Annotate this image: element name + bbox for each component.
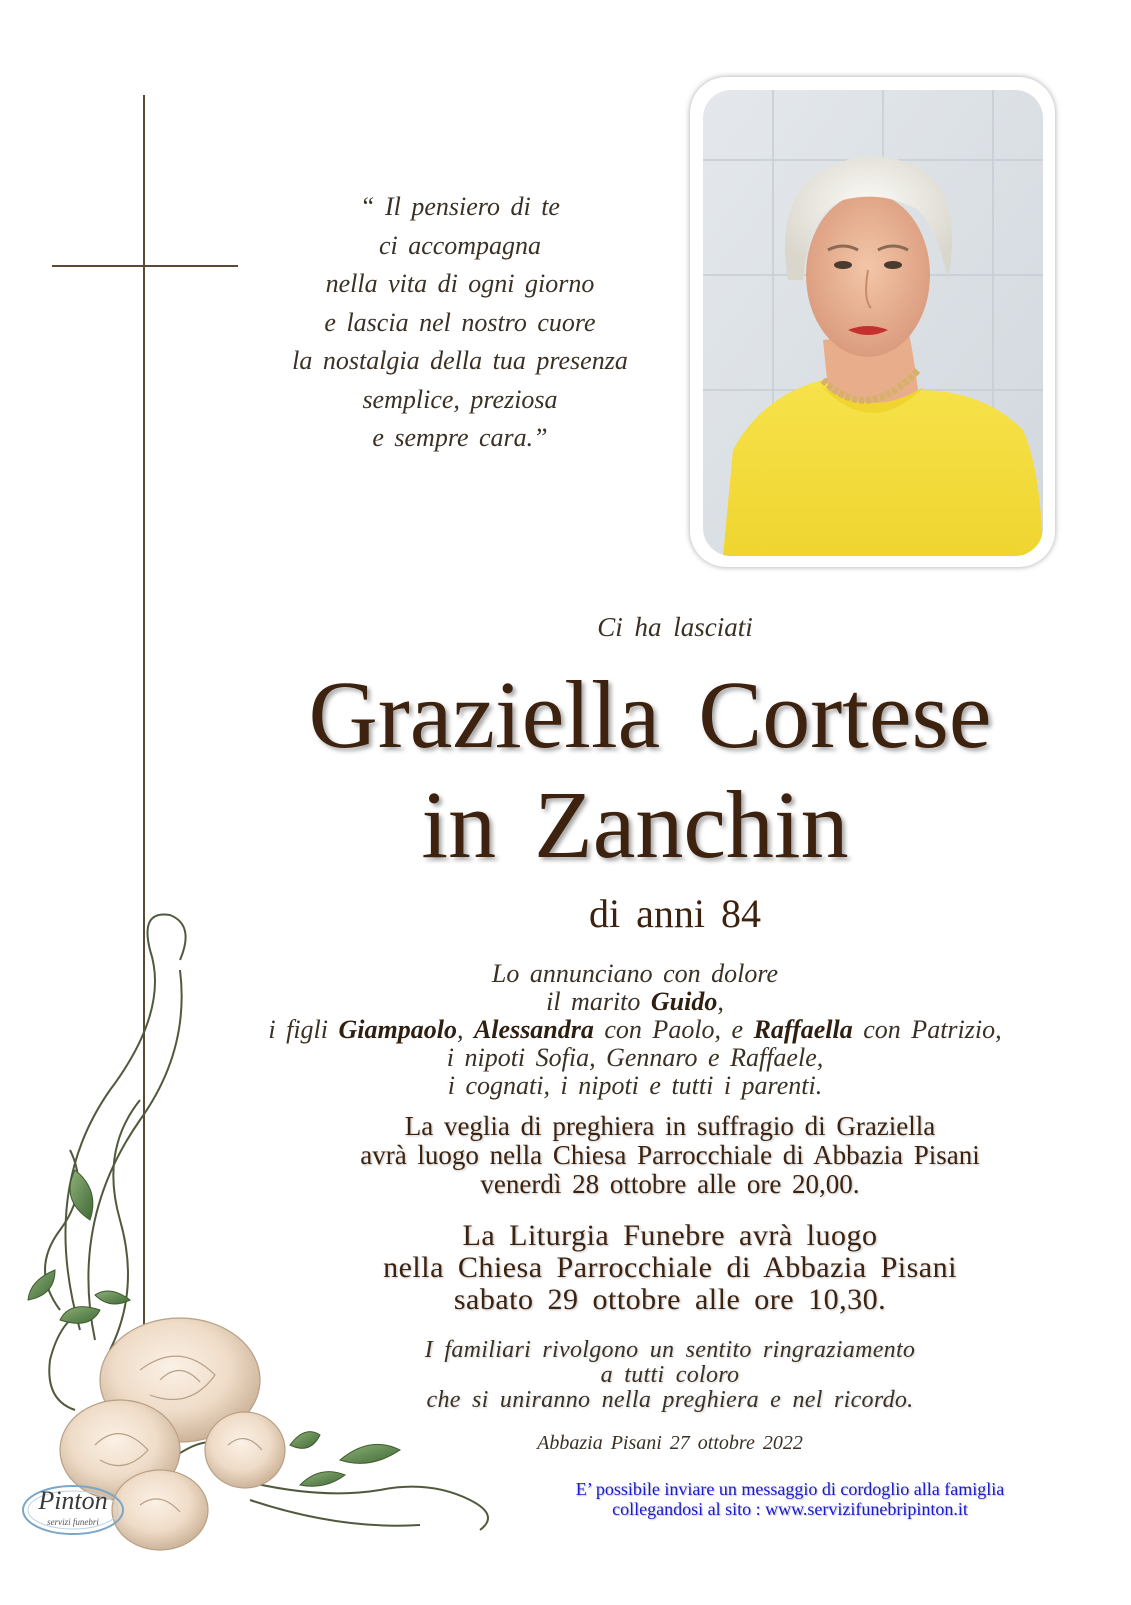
text: , (456, 1015, 474, 1044)
text: con Paolo, e (593, 1015, 754, 1044)
vigil-line: venerdì 28 ottobre alle ore 20,00. (480, 1169, 860, 1199)
quote-line: e lascia nel nostro cuore (324, 307, 596, 337)
child-name: Alessandra (473, 1015, 594, 1044)
quote-line: nella vita di ogni giorno (325, 269, 595, 298)
announce-line: i cognati, i nipoti e tutti i parenti. (447, 1071, 823, 1100)
logo-subtitle: servizi funebri (47, 1517, 99, 1527)
intro-text: Ci ha lasciati (597, 612, 753, 642)
deceased-married-name: in Zanchin (421, 771, 849, 878)
announce-line: Lo annunciano con dolore (491, 959, 779, 988)
portrait-photo (703, 90, 1043, 556)
funeral-line: La Liturgia Funebre avrà luogo (462, 1219, 878, 1252)
logo-name: Pinton (38, 1486, 108, 1515)
memorial-quote (235, 188, 685, 458)
cross-horizontal (52, 265, 238, 267)
quote-line: semplice, preziosa (362, 384, 558, 414)
text: i figli (268, 1015, 339, 1044)
quote-line: ci accompagna (378, 230, 542, 260)
child-name: Giampaolo (338, 1015, 457, 1044)
funeral-line: nella Chiesa Parrocchiale di Abbazia Pisani (383, 1251, 957, 1284)
place-date: Abbazia Pisani 27 ottobre 2022 (537, 1432, 803, 1454)
condolence-notice (470, 1479, 1110, 1519)
thanks-line: I familiari rivolgono un sentito ringraziamento (424, 1337, 916, 1363)
child-name: Raffaella (753, 1015, 853, 1044)
thanks-line: che si uniranno nella preghiera e nel ricordo. (426, 1387, 914, 1413)
text: con Patrizio, (852, 1015, 1002, 1044)
vigil-line: La veglia di preghiera in suffragio di Graziella (404, 1111, 936, 1141)
deceased-name: Graziella Cortese (308, 661, 992, 768)
text: , (717, 987, 724, 1016)
funeral-line: sabato 29 ottobre alle ore 10,30. (453, 1283, 887, 1316)
thanks-line: a tutti coloro (600, 1362, 740, 1388)
quote-line: e sempre cara.” (372, 423, 548, 452)
vigil-line: avrà luogo nella Chiesa Parrocchiale di Abbazia Pisani (360, 1140, 980, 1170)
age-text: di anni 84 (589, 891, 761, 936)
condolence-line: E’ possibile inviare un messaggio di cordoglio alla famiglia (575, 1479, 1005, 1499)
announce-line: i nipoti Sofia, Gennaro e Raffaele, (446, 1043, 824, 1072)
condolence-link[interactable]: collegandosi al sito : www.servizifunebripinton.it (612, 1499, 968, 1519)
quote-line: “ Il pensiero di te (360, 192, 560, 221)
quote-line: la nostalgia della tua presenza (292, 346, 628, 375)
husband-name: Guido (650, 987, 718, 1016)
text: il marito (546, 987, 651, 1016)
